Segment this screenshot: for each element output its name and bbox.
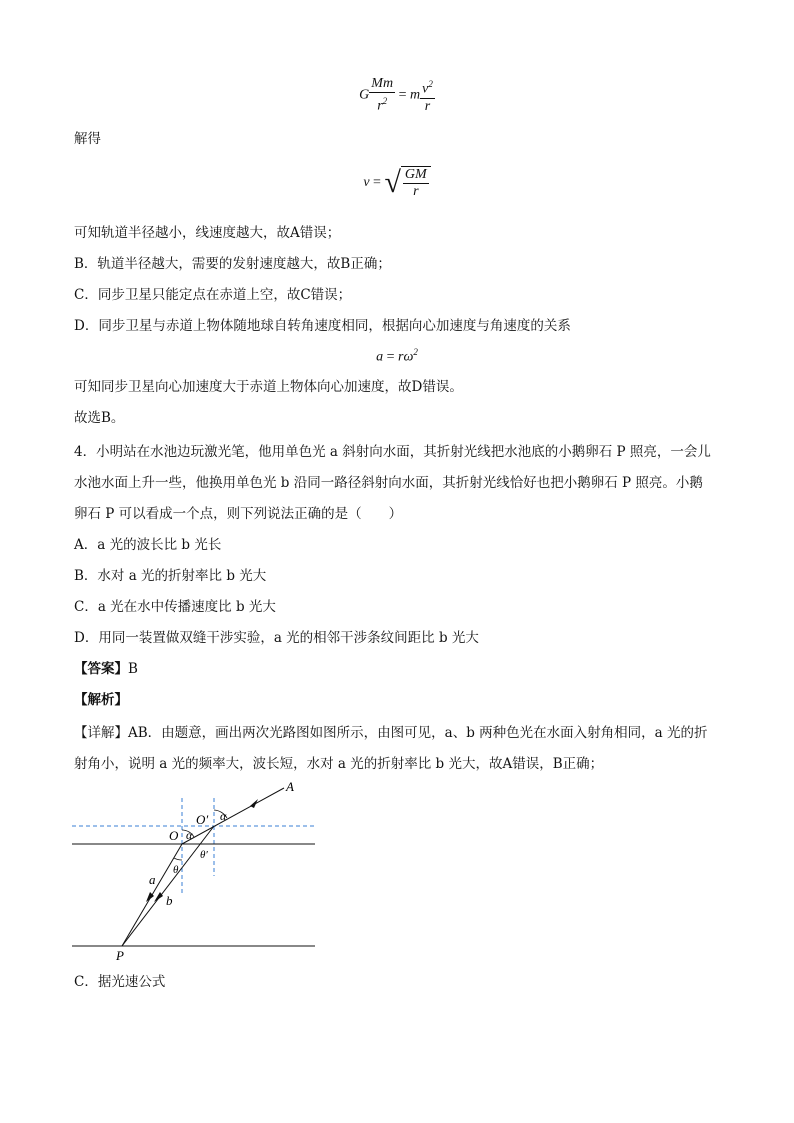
label-a: a [149,872,156,887]
eq1-num-left: Mm [371,76,394,91]
label-alpha-left: α [186,828,193,842]
refraction-diagram [70,778,320,968]
option-b: B．水对 a 光的折射率比 b 光大 [74,568,267,584]
answer-label: 【答案】 [74,661,128,677]
eq2-den: r [413,184,419,199]
text-jiede: 解得 [74,131,101,147]
label-O: O [169,828,179,843]
answer-value: B [128,661,138,677]
label-theta: θ [173,864,179,876]
question-line-3: 卵石 P 可以看成一个点，则下列说法正确的是（ ） [74,506,403,522]
text-line-3: C．同步卫星只能定点在赤道上空，故C错误； [74,287,352,303]
eq1-num-right: $v^2$ [420,76,435,99]
eq1-equals: = [398,87,407,103]
eq1-G: G [359,87,370,103]
equation-centripetal: $a = r\omega^2$ [376,347,418,365]
label-b: b [166,893,173,908]
equation-gravity [0,76,794,115]
label-P: P [116,948,124,963]
question-line-1: 4．小明站在水池边玩激光笔，他用单色光 a 斜射向水面，其折射光线把水池底的小鹅卵石 P 照亮，一会儿 [74,444,711,460]
angle-arc [174,858,182,860]
option-a: A．a 光的波长比 b 光长 [74,537,222,553]
label-theta-prime: θ′ [200,849,208,861]
answer-row [74,660,138,678]
text-line-6: 故选B。 [74,410,125,426]
text-line-2: B．轨道半径越大，需要的发射速度越大，故B正确； [74,256,391,272]
detail-line-2: 射角小，说明 a 光的频率大，波长短，水对 a 光的折射率比 b 光大，故A错误，B正确； [74,756,604,772]
text-line-1: 可知轨道半径越小，线速度越大，故A错误； [74,225,341,241]
option-c: C．a 光在水中传播速度比 b 光大 [74,599,276,615]
option-d: D．用同一装置做双缝干涉实验，a 光的相邻干涉条纹间距比 b 光大 [74,630,479,646]
eq1-frac-left [369,76,395,115]
eq1-m: m [409,87,421,103]
eq2-lhs: v [363,175,370,191]
text-last-line: C．据光速公式 [74,974,166,990]
text-line-4: D．同步卫星与赤道上物体随地球自转角速度相同，根据向心加速度与角速度的关系 [74,318,571,334]
eq1-den-right: r [424,98,431,114]
label-O-prime: O′ [196,812,209,827]
eq1-den-left: $r^2$ [377,96,388,114]
text-line-5: 可知同步卫星向心加速度大于赤道上物体向心加速度，故D错误。 [74,379,463,395]
sqrt-symbol: √ $\frac{GM}{r}$ [384,166,430,200]
eq2-equals: = [373,175,381,191]
equation-velocity [0,166,794,200]
eq2-num: GM [404,167,427,182]
analysis-label: 【解析】 [74,692,128,708]
label-alpha-top: α [220,809,227,823]
question-line-2: 水池水面上升一些，他换用单色光 b 沿同一路径斜射向水面，其折射光线恰好也把小鹅卵石 P 照亮。小鹅 [74,475,703,491]
detail-line-1: 【详解】AB．由题意，画出两次光路图如图所示，由图可见，a、b 两种色光在水面入射角相同，a 光的折 [74,725,708,741]
label-A: A [286,779,294,794]
eq1-frac-right [420,76,435,115]
